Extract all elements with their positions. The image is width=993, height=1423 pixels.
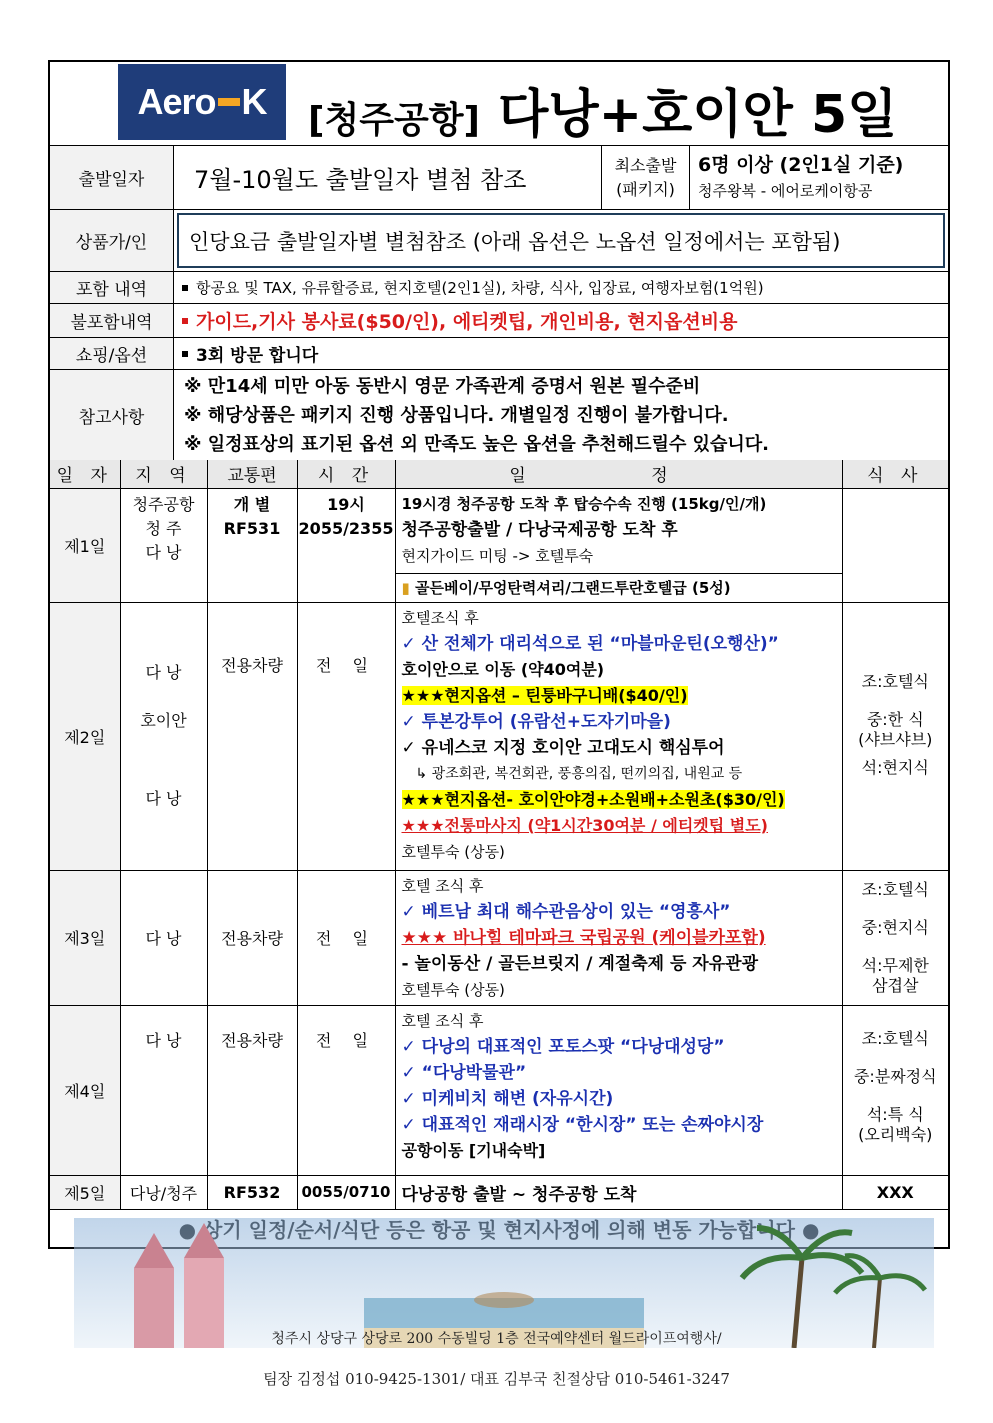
day-transport: 전용차량 [207,870,297,1005]
shopping-row [50,338,948,370]
shopping-label: 쇼핑/옵션 [50,338,174,369]
day-meal: 조:호텔식 중:현지식 석:무제한 삼겹살 [842,870,948,1005]
day-time: 전 일 [297,602,395,870]
day-meal: 조:호텔식 중:분짜정식 석:특 식 (오리백숙) [842,1005,948,1175]
day-time: 전 일 [297,1005,395,1175]
day-itinerary: 호텔 조식 후 ✓ 베트남 최대 해수관음상이 있는 “영흥사” ★★★ 바나힐 테마파크 국립공원 (케이블카포함) - 놀이동산 / 골든브릿지 / 계절축제 등 자유관광 호텔투숙 (상동) [395,870,842,1005]
day-transport: 전용차량 [207,1005,297,1175]
col-header-day: 일 자 [50,460,120,488]
note-item: ※ 만14세 미만 아동 동반시 영문 가족관계 증명서 원본 필수준비 [184,376,701,397]
notes-list [174,370,948,460]
day-label: 제3일 [50,870,120,1005]
price-value-cell [174,210,948,271]
include-value: 항공요 및 TAX, 유류할증료, 현지호텔(2인1실), 차량, 식사, 입장료, 여행자보험(1억원) [174,272,948,303]
hotel-line: ▮ 골든베이/무엉탄력셔리/그랜드투란호텔급 (5성) [396,573,842,601]
day-region: 다 낭 호이안 다 낭 [120,602,207,870]
hotel-icon: ▮ [401,578,410,597]
exclude-value: 가이드,기사 봉사료($50/인), 에티켓팁, 개인비용, 현지옵션비용 [174,304,948,337]
day-itinerary: 다낭공항 출발 ~ 청주공항 도착 [395,1175,842,1209]
col-header-time: 시 간 [297,460,395,488]
day-transport: RF532 [207,1175,297,1209]
note-item: ※ 일정표상의 표기된 옵션 외 만족도 높은 옵션을 추천해드릴수 있습니다. [184,434,770,455]
footer-contact: 팀장 김정섭 010-9425-1301/ 대표 김부국 친절상담 010-5461-3247 [263,1370,730,1388]
day-row [50,488,948,602]
day-time: 0055/0710 [297,1175,395,1209]
day-row [50,1005,948,1175]
col-header-transport: 교통편 [207,460,297,488]
day-time: 전 일 [297,870,395,1005]
day-itinerary: 19시경 청주공항 도착 후 탑승수속 진행 (15kg/인/개) 청주공항출발 / 다낭국제공항 도착 후 현지가이드 미팅 -> 호텔투숙 ▮ 골든베이/무엉탄력셔리/그랜드투란호텔급 (5성) [395,488,842,602]
day-row [50,1175,948,1209]
aerok-logo [118,64,286,140]
day-label: 제5일 [50,1175,120,1209]
day-transport: 개 별 RF531 [207,488,297,602]
price-row [50,210,948,272]
day-region: 청주공항 청 주 다 낭 [120,488,207,602]
page-title [308,72,897,147]
header [50,62,948,146]
itinerary-sheet [48,60,950,1249]
col-header-itinerary: 일 정 [395,460,842,488]
day-meal [842,488,948,602]
col-header-meal: 식 사 [842,460,948,488]
price-label: 상품가/인 [50,210,174,271]
min-value: 6명 이상 (2인1실 기준) 청주왕복 - 에어로케이항공 [698,154,904,200]
min-label: 최소출발 (패키지) [602,146,690,209]
price-value: 인당요금 출발일자별 별첨참조 (아래 옵션은 노옵션 일정에서는 포함됨) [177,213,945,268]
bullet-square-icon [182,351,188,357]
schedule-header-row [50,460,948,488]
title-airport: [청주공항] [308,100,481,141]
day-region: 다낭/청주 [120,1175,207,1209]
col-header-region: 지 역 [120,460,207,488]
notes-row [50,370,948,460]
day-meal: 조:호텔식 중:한 식 (샤브샤브) 석:현지식 [842,602,948,870]
note-item: ※ 해당상품은 패키지 진행 상품입니다. 개별일정 진행이 불가합니다. [184,405,729,426]
departure-label: 출발일자 [50,146,174,209]
include-row [50,272,948,304]
departure-value: 7월-10월도 출발일자 별첨 참조 [174,146,602,209]
schedule-table [50,460,948,1210]
exclude-label: 불포함내역 [50,304,174,337]
day-region: 다 낭 [120,870,207,1005]
shopping-value: 3회 방문 합니다 [174,338,948,369]
day-label: 제2일 [50,602,120,870]
day-label: 제1일 [50,488,120,602]
logo-text-left: Aero [137,81,216,122]
day-row [50,602,948,870]
exclude-row [50,304,948,338]
title-product: 다낭+호이안 5일 [498,85,898,145]
day-label: 제4일 [50,1005,120,1175]
footer-address: 청주시 상당구 상당로 200 수동빌딩 1층 전국예약센터 월드라이프여행사/ [271,1331,722,1347]
logo-accent-bar [218,98,240,106]
day-meal: XXX [842,1175,948,1209]
notes-label: 참고사항 [50,370,174,460]
day-time: 19시 2055/2355 [297,488,395,602]
logo-text-right: K [241,81,267,122]
bullet-square-icon [182,285,188,291]
day-itinerary: 호텔 조식 후 ✓ 다낭의 대표적인 포토스팟 “다낭대성당” ✓ “다낭박물관” ✓ 미케비치 해변 (자유시간) ✓ 대표적인 재래시장 “한시장” 또는 손짜야시장 공항이동 [기내숙박] [395,1005,842,1175]
day-region: 다 낭 [120,1005,207,1175]
day-transport: 전용차량 [207,602,297,870]
bullet-square-icon [182,318,188,324]
day-itinerary: 호텔조식 후 ✓ 산 전체가 대리석으로 된 “마블마운틴(오행산)” 호이안으로 이동 (약40여분) ★★★현지옵션 – 틴퉁바구니배($40/인) ✓ 투본강투어 (유람선+도자기마을) ✓ 유네스코 지정 호이안 고대도시 핵심투어 ↳ 광조회관, 복건회관, 풍흥의집, 떤끼의집, 내원교 등 ★★★현지옵션- 호이안야경+소원배+소원초($30/인) ★★★전통마사지 (약1시간30여분 / 에티켓팁 별도) 호텔투숙 (상동) [395,602,842,870]
include-label: 포함 내역 [50,272,174,303]
day-row [50,870,948,1005]
departure-row [50,146,948,210]
